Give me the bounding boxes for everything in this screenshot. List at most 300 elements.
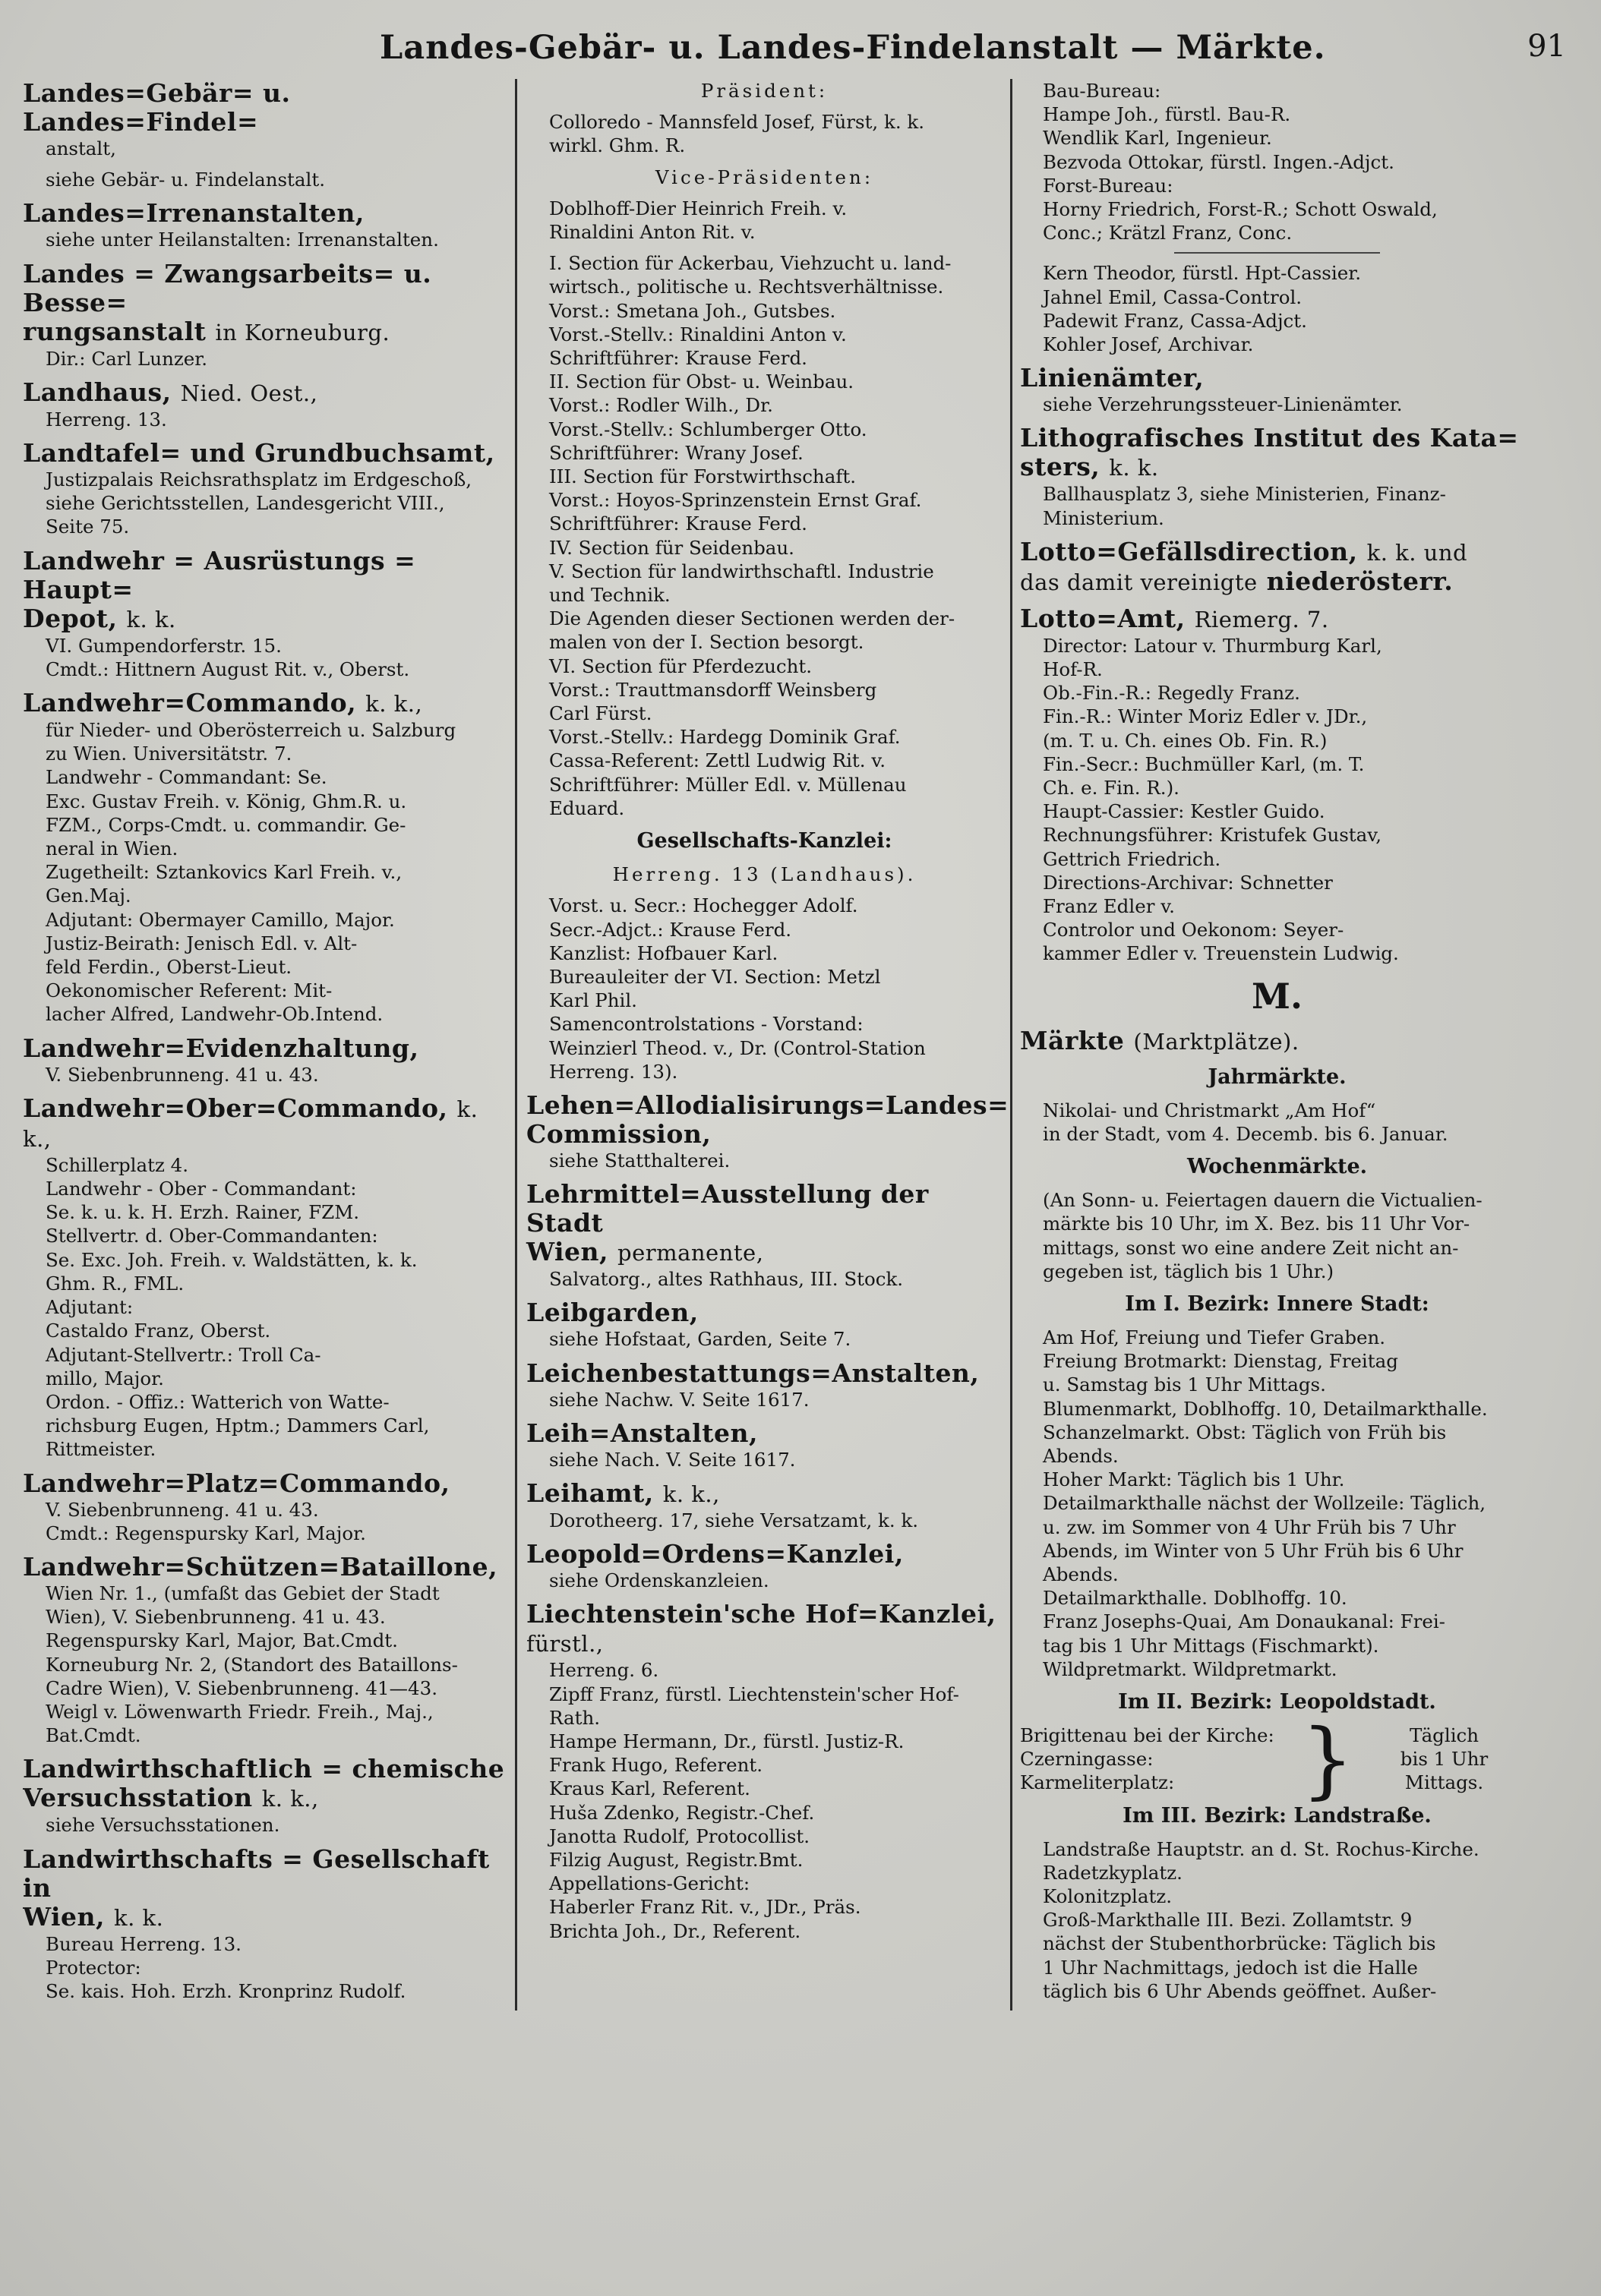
entry-heading-bold: Wien,: [23, 1901, 105, 1932]
entry-line: II. Section für Obst- u. Weinbau.: [549, 371, 854, 393]
entry-line: Doblhoff-Dier Heinrich Freih. v.: [549, 197, 848, 219]
directory-entry: [1020, 1099, 1534, 1146]
entry-heading: [23, 79, 507, 137]
entry-line: Haberler Franz Rit. v., JDr., Präs.: [549, 1896, 861, 1919]
entry-line: millo, Major.: [46, 1367, 164, 1389]
directory-entry: [526, 166, 1003, 189]
entry-heading: [23, 378, 507, 408]
entry-line: Director: Latour v. Thurmburg Karl,: [1043, 634, 1382, 657]
entry-line: Justiz-Beirath: Jenisch Edl. v. Alt-: [46, 932, 358, 954]
entry-line: Radetzkyplatz.: [1043, 1861, 1183, 1884]
directory-entry: [526, 828, 1003, 855]
entry-line: Colloredo - Mannsfeld Josef, Fürst, k. k.: [549, 111, 925, 134]
entry-line: Mittags.: [1404, 1771, 1484, 1794]
entry-line: Ghm. R., FML.: [46, 1272, 185, 1295]
entry-line: Karmeliterplatz:: [1020, 1771, 1175, 1794]
entry-line: (An Sonn- u. Feiertagen dauern die Victualien-: [1043, 1189, 1483, 1212]
entry-heading-plain: das damit vereinigte: [1020, 569, 1258, 595]
entry-line: und Technik.: [549, 584, 671, 607]
entry-line: Fin.-R.: Winter Moriz Edler v. JDr.,: [1043, 705, 1368, 728]
column-3: [1010, 79, 1534, 2011]
entry-line: richsburg Eugen, Hptm.; Dammers Carl,: [46, 1414, 430, 1437]
directory-entry: [526, 197, 1003, 244]
directory-entry: [1020, 79, 1534, 244]
entry-line: bis 1 Uhr: [1400, 1748, 1489, 1771]
directory-entry: [526, 251, 1003, 820]
directory-entry: [23, 199, 507, 251]
columns: [23, 79, 1571, 2011]
entry-line: siehe Verzehrungssteuer-Linienämter.: [1043, 393, 1403, 416]
entry-heading-bold: Landes = Zwangsarbeits= u. Besse=: [23, 258, 432, 317]
directory-entry: [23, 547, 507, 681]
entry-line: Gettrich Friedrich.: [1043, 847, 1221, 870]
entry-line: Detailmarkthalle nächst der Wollzeile: Täglich,: [1043, 1492, 1486, 1515]
entry-line: Se. k. u. k. H. Erzh. Rainer, FZM.: [46, 1201, 360, 1224]
entry-line: Detailmarkthalle. Doblhoffg. 10.: [1043, 1587, 1347, 1610]
entry-line: feld Ferdin., Oberst-Lieut.: [46, 956, 292, 979]
entry-line: Fin.-Secr.: Buchmüller Karl, (m. T.: [1043, 752, 1365, 775]
entry-line: Kohler Josef, Archivar.: [1043, 333, 1254, 356]
entry-heading-bold: Lehen=Allodialisirungs=Landes=: [526, 1090, 1009, 1120]
entry-heading: [23, 1094, 507, 1153]
entry-line: Vorst.-Stellv.: Rinaldini Anton v.: [549, 323, 847, 345]
entry-line: Schriftführer: Krause Ferd.: [549, 347, 807, 370]
entry-heading-bold: Leibgarden,: [526, 1298, 699, 1328]
entry-line: Haupt-Cassier: Kestler Guido.: [1043, 800, 1325, 823]
entry-heading-bold: Landwehr=Ober=Commando,: [23, 1093, 448, 1123]
directory-entry: [1020, 1802, 1534, 1830]
directory-entry: [1020, 538, 1534, 597]
entry-heading-bold: rungsanstalt: [23, 316, 207, 346]
directory-entry: [526, 894, 1003, 1083]
entry-line: Kern Theodor, fürstl. Hpt-Cassier.: [1043, 262, 1362, 285]
directory-entry: [1020, 1326, 1534, 1681]
column-2: [515, 79, 1010, 2011]
entry-line: Ordon. - Offiz.: Watterich von Watte-: [46, 1390, 390, 1413]
directory-entry: [526, 1180, 1003, 1291]
entry-line: Jahnel Emil, Cassa-Control.: [1043, 285, 1303, 308]
entry-line: Adjutant: Obermayer Camillo, Major.: [46, 908, 395, 931]
entry-line: Franz Josephs-Quai, Am Donaukanal: Frei-: [1043, 1610, 1445, 1633]
entry-line: Huša Zdenko, Registr.-Chef.: [549, 1801, 815, 1824]
entry-heading-bold: Lithografisches Institut des Kata=: [1020, 423, 1519, 453]
entry-line: Schanzelmarkt. Obst: Täglich von Früh bis: [1043, 1421, 1447, 1443]
entry-line: Eduard.: [549, 796, 625, 819]
entry-line: Protector:: [46, 1956, 141, 1979]
sub-heading: Wochenmärkte.: [1186, 1155, 1368, 1179]
entry-line: Cadre Wien), V. Siebenbrunneng. 41—43.: [46, 1676, 438, 1699]
entry-heading-bold: Landes=Gebär= u. Landes=Findel=: [23, 79, 291, 137]
entry-line: Conc.; Krätzl Franz, Conc.: [1043, 222, 1293, 244]
directory-entry: [1020, 1837, 1534, 2003]
entry-line: Wien Nr. 1., (umfaßt das Gebiet der Stadt: [46, 1582, 440, 1604]
entry-line: Groß-Markthalle III. Bezi. Zollamtstr. 9: [1043, 1909, 1413, 1932]
entry-heading: [526, 1090, 1009, 1120]
entry-heading: [23, 689, 507, 718]
entry-heading: [526, 1298, 1003, 1327]
entry-line: Directions-Archivar: Schnetter: [1043, 871, 1333, 894]
entry-heading-plain: k. k.,: [365, 691, 423, 718]
entry-heading-bold: Märkte: [1020, 1025, 1125, 1055]
entry-line: Brichta Joh., Dr., Referent.: [549, 1919, 801, 1942]
running-head-title: Landes-Gebär- u. Landes-Findelanstalt — Märkte.: [380, 29, 1326, 67]
directory-entry: [23, 1034, 507, 1086]
entry-line: Täglich: [1409, 1724, 1479, 1746]
entry-line: Se. Exc. Joh. Freih. v. Waldstätten, k. k.: [46, 1248, 418, 1271]
directory-entry: [23, 439, 507, 539]
directory-entry: [526, 1540, 1003, 1592]
entry-heading-bold: Leih=Anstalten,: [526, 1418, 758, 1448]
entry-heading-plain: k. k.: [114, 1904, 164, 1931]
entry-heading-plain: k. k.: [126, 606, 176, 632]
directory-entry: [1020, 1027, 1534, 1056]
entry-line: nächst der Stubenthorbrücke: Täglich bis: [1043, 1932, 1436, 1955]
sub-heading: Gesellschafts-Kanzlei:: [636, 829, 892, 853]
entry-line: neral in Wien.: [46, 837, 178, 860]
directory-entry: [23, 689, 507, 1027]
brace-glyph: }: [1301, 1710, 1354, 1808]
entry-heading: [23, 199, 507, 228]
directory-entry: [526, 1090, 1009, 1172]
entry-heading-plain: Nied. Oest.,: [180, 380, 318, 406]
entry-line: Appellations-Gericht:: [549, 1872, 750, 1895]
directory-entry: [526, 1419, 1003, 1471]
entry-heading: [526, 1540, 1003, 1569]
entry-line: Hoher Markt: Täglich bis 1 Uhr.: [1043, 1468, 1345, 1491]
entry-line: 1 Uhr Nachmittags, jedoch ist die Halle: [1043, 1956, 1418, 1979]
directory-entry: [23, 1845, 507, 2004]
entry-line: Herreng. 13).: [549, 1060, 678, 1083]
entry-heading-plain: k. k.,: [23, 1096, 478, 1152]
entry-line: Vorst.-Stellv.: Hardegg Dominik Graf.: [549, 726, 901, 749]
entry-line: Zugetheilt: Sztankovics Karl Freih. v.,: [46, 861, 403, 884]
entry-line: III. Section für Forstwirthschaft.: [549, 465, 857, 488]
entry-heading: [23, 1755, 507, 1784]
entry-line: Wildpretmarkt. Wildpretmarkt.: [1043, 1657, 1337, 1680]
entry-heading-plain: k. k.: [1109, 455, 1159, 481]
directory-entry: [1020, 364, 1534, 416]
entry-heading-bold: Linienämter,: [1020, 363, 1205, 393]
entry-line: siehe Nachw. V. Seite 1617.: [549, 1388, 810, 1411]
entry-line: kammer Edler v. Treuenstein Ludwig.: [1043, 942, 1399, 965]
entry-line: Salvatorg., altes Rathhaus, III. Stock.: [549, 1268, 904, 1291]
directory-entry: [1020, 1153, 1534, 1181]
directory-entry: [526, 1479, 1003, 1532]
entry-line: Vorst. u. Secr.: Hochegger Adolf.: [549, 894, 858, 917]
entry-line: Weigl v. Löwenwarth Friedr. Freih., Maj.,: [46, 1700, 434, 1723]
entry-line: Landwehr - Commandant: Se.: [46, 766, 327, 789]
entry-line: Justizpalais Reichsrathsplatz im Erdgeschoß,: [46, 468, 472, 491]
entry-line: Ch. e. Fin. R.).: [1043, 777, 1179, 800]
entry-line: Vorst.: Hoyos-Sprinzenstein Ernst Graf.: [549, 489, 922, 512]
entry-line: VI. Section für Pferdezucht.: [549, 654, 813, 677]
entry-line: siehe Statthalterei.: [549, 1149, 731, 1172]
entry-heading-bold: Landwehr=Schützen=Bataillone,: [23, 1551, 498, 1582]
entry-heading-bold: Landes=Irrenanstalten,: [23, 198, 365, 229]
entry-heading-bold: Lotto=Gefällsdirection,: [1020, 536, 1358, 566]
entry-line: Blumenmarkt, Doblhoffg. 10, Detailmarkthalle.: [1043, 1397, 1488, 1420]
entry-line: Horny Friedrich, Forst-R.; Schott Oswald,: [1043, 198, 1438, 221]
directory-entry: [1020, 1710, 1534, 1808]
entry-line: Kraus Karl, Referent.: [549, 1777, 750, 1800]
entry-heading-bold: Wien,: [526, 1237, 608, 1267]
entry-line: IV. Section für Seidenbau.: [549, 536, 794, 559]
entry-heading: [23, 1845, 507, 1903]
letter-heading: M.: [1252, 975, 1303, 1017]
entry-heading: [1020, 538, 1534, 567]
entry-heading-continued: [23, 604, 507, 634]
entry-line: siehe Gebär- u. Findelanstalt.: [46, 169, 325, 191]
entry-line: (m. T. u. Ch. eines Ob. Fin. R.): [1043, 729, 1328, 752]
directory-entry: [526, 79, 1003, 102]
entry-line: Regenspursky Karl, Major, Bat.Cmdt.: [46, 1629, 398, 1652]
entry-line: siehe Nach. V. Seite 1617.: [549, 1448, 796, 1471]
entry-line: lacher Alfred, Landwehr-Ob.Intend.: [46, 1003, 384, 1026]
entry-line: Vorst.: Trauttmansdorff Weinsberg: [549, 678, 877, 701]
entry-line: Secr.-Adjct.: Krause Ferd.: [549, 918, 792, 941]
entry-line: mittags, sonst wo eine andere Zeit nicht an-: [1043, 1236, 1459, 1259]
entry-line: Oekonomischer Referent: Mit-: [46, 979, 333, 1002]
entry-line: Nikolai- und Christmarkt „Am Hof“: [1043, 1099, 1376, 1121]
entry-line: tag bis 1 Uhr Mittags (Fischmarkt).: [1043, 1634, 1379, 1657]
entry-line: Herreng. 13.: [46, 408, 167, 430]
entry-line: Rechnungsführer: Kristufek Gustav,: [1043, 824, 1382, 847]
entry-line: Frank Hugo, Referent.: [549, 1754, 763, 1777]
entry-line: Abends.: [1043, 1563, 1119, 1585]
entry-line: Freiung Brotmarkt: Dienstag, Freitag: [1043, 1350, 1398, 1373]
directory-entry: [526, 1298, 1003, 1351]
entry-line: Dorotheerg. 17, siehe Versatzamt, k. k.: [549, 1509, 919, 1531]
bracketed-group-items: [1020, 1724, 1301, 1795]
entry-line: siehe Gerichtsstellen, Landesgericht VIII.,: [46, 492, 445, 515]
entry-heading: [526, 1600, 1003, 1658]
entry-line: Bau-Bureau:: [1043, 80, 1161, 102]
entry-heading-bold: Landtafel= und Grundbuchsamt,: [23, 438, 495, 468]
entry-line: Samencontrolstations - Vorstand:: [549, 1013, 864, 1036]
entry-line: u. Samstag bis 1 Uhr Mittags.: [1043, 1374, 1326, 1396]
entry-line: Karl Phil.: [549, 989, 637, 1012]
directory-entry: [23, 1094, 507, 1462]
sub-heading: Im II. Bezirk: Leopoldstadt.: [1118, 1689, 1436, 1714]
entry-line: I. Section für Ackerbau, Viehzucht u. land-: [549, 252, 952, 275]
entry-line: Herreng. 6.: [549, 1659, 659, 1682]
entry-heading-plain: k. k.,: [662, 1481, 720, 1507]
entry-heading-continued: [23, 1784, 507, 1813]
divider-rule: [1174, 252, 1380, 254]
entry-line: Rinaldini Anton Rit. v.: [549, 221, 756, 244]
directory-entry: [1020, 252, 1534, 254]
entry-line: Hof-R.: [1043, 658, 1103, 681]
entry-line: in der Stadt, vom 4. Decemb. bis 6. Januar.: [1043, 1122, 1448, 1145]
entry-line: Dir.: Carl Lunzer.: [46, 347, 208, 370]
entry-heading: [23, 439, 507, 468]
entry-heading: [526, 1419, 1003, 1448]
entry-line: Vorst.: Rodler Wilh., Dr.: [549, 394, 773, 417]
entry-heading-bold: Depot,: [23, 603, 118, 633]
entry-line: Schillerplatz 4.: [46, 1153, 189, 1176]
entry-line: Seite 75.: [46, 516, 130, 538]
entry-heading-bold: Leihamt,: [526, 1478, 654, 1508]
entry-line: V. Siebenbrunneng. 41 u. 43.: [46, 1498, 319, 1521]
entry-line: Wendlik Karl, Ingenieur.: [1043, 127, 1272, 150]
entry-line: Schriftführer: Wrany Josef.: [549, 441, 804, 464]
directory-entry: [1020, 1689, 1534, 1716]
bracketed-group: [1020, 1710, 1534, 1808]
entry-heading: [526, 1359, 1003, 1388]
entry-heading: [23, 260, 507, 317]
entry-line: anstalt,: [46, 137, 116, 159]
entry-heading-plain: in Korneuburg.: [215, 319, 390, 345]
entry-line: Rath.: [549, 1706, 601, 1729]
entry-heading: [1020, 424, 1534, 453]
entry-heading: [1020, 604, 1534, 634]
entry-line: FZM., Corps-Cmdt. u. commandir. Ge-: [46, 813, 406, 836]
entry-line: Schriftführer: Krause Ferd.: [549, 512, 807, 535]
directory-entry: [1020, 973, 1534, 1019]
entry-line: Korneuburg Nr. 2, (Standort des Bataillons-: [46, 1653, 458, 1676]
entry-heading-bold: Lotto=Amt,: [1020, 603, 1186, 633]
entry-line: Rittmeister.: [46, 1438, 156, 1461]
entry-heading-bold: Landwehr=Evidenzhaltung,: [23, 1033, 419, 1063]
sub-heading: Jahrmärkte.: [1208, 1064, 1347, 1089]
entry-line: Se. kais. Hoh. Erzh. Kronprinz Rudolf.: [46, 1979, 406, 2002]
directory-entry: [23, 260, 507, 371]
entry-heading: [23, 547, 507, 604]
directory-entry: [1020, 1064, 1534, 1091]
entry-line: Exc. Gustav Freih. v. König, Ghm.R. u.: [46, 790, 407, 812]
entry-line: Vorst.: Smetana Joh., Gutsbes.: [549, 299, 836, 322]
entry-line: gegeben ist, täglich bis 1 Uhr.): [1043, 1260, 1334, 1282]
page-number: 91: [1527, 29, 1566, 64]
entry-heading-bold: niederösterr.: [1266, 566, 1454, 596]
entry-heading-bold: Landwehr=Platz=Commando,: [23, 1468, 450, 1498]
entry-heading-bold: Liechtenstein'sche Hof=Kanzlei,: [526, 1599, 996, 1629]
entry-line: siehe Versuchsstationen.: [46, 1814, 280, 1837]
entry-line: Padewit Franz, Cassa-Adjct.: [1043, 309, 1307, 332]
entry-heading: [1020, 1027, 1534, 1056]
entry-heading-bold: Landwirthschaftlich = chemische: [23, 1754, 505, 1784]
entry-heading: [23, 1034, 507, 1063]
directory-entry: [1020, 424, 1534, 529]
entry-heading-continued: [1020, 567, 1534, 597]
entry-line: Gen.Maj.: [46, 885, 131, 907]
entry-heading-plain: k. k. und: [1366, 539, 1468, 566]
sub-heading: Im I. Bezirk: Innere Stadt:: [1125, 1292, 1429, 1316]
entry-heading: [526, 1479, 1003, 1509]
directory-entry: [23, 1469, 507, 1545]
entry-heading-bold: Leopold=Ordens=Kanzlei,: [526, 1539, 904, 1569]
entry-line: Kolonitzplatz.: [1043, 1884, 1173, 1907]
entry-line: Weinzierl Theod. v., Dr. (Control-Station: [549, 1036, 926, 1059]
entry-line: Abends.: [1043, 1444, 1119, 1467]
directory-entry: [23, 79, 507, 160]
entry-heading-continued: [526, 1120, 1003, 1149]
entry-line: Castaldo Franz, Oberst.: [46, 1320, 271, 1342]
entry-line: Kanzlist: Hofbauer Karl.: [549, 941, 778, 964]
entry-line: siehe unter Heilanstalten: Irrenanstalten.: [46, 229, 439, 251]
entry-line: Hampe Joh., fürstl. Bau-R.: [1043, 103, 1291, 126]
entry-line: Wien), V. Siebenbrunneng. 41 u. 43.: [46, 1606, 386, 1629]
entry-heading: [23, 1553, 507, 1582]
entry-line: Carl Fürst.: [549, 702, 652, 725]
entry-line: Abends, im Winter von 5 Uhr Früh bis 6 Uhr: [1043, 1539, 1464, 1562]
entry-line: täglich bis 6 Uhr Abends geöffnet. Außer-: [1043, 1979, 1437, 2002]
entry-line: Brigittenau bei der Kirche:: [1020, 1724, 1274, 1746]
entry-heading-continued: [23, 317, 507, 347]
entry-line: Janotta Rudolf, Protocollist.: [549, 1824, 810, 1847]
directory-entry: [1020, 1291, 1534, 1318]
directory-entry: [526, 110, 1003, 157]
directory-entry: [23, 1755, 507, 1837]
entry-line: für Nieder- und Oberösterreich u. Salzburg: [46, 719, 456, 742]
entry-heading-continued: [23, 1903, 507, 1932]
entry-line: Stellvertr. d. Ober-Commandanten:: [46, 1225, 378, 1247]
entry-heading: [526, 1180, 1003, 1238]
entry-line: wirtsch., politische u. Rechtsverhältnisse.: [549, 276, 944, 298]
entry-line: VI. Gumpendorferstr. 15.: [46, 634, 282, 657]
section-label: Vice-Präsidenten:: [655, 166, 874, 188]
entry-line: Zipff Franz, fürstl. Liechtenstein'scher Hof-: [549, 1683, 959, 1705]
entry-line: V. Section für landwirthschaftl. Industrie: [549, 560, 934, 582]
directory-entry: [23, 378, 507, 431]
entry-line: Bezvoda Ottokar, fürstl. Ingen.-Adjct.: [1043, 150, 1394, 173]
directory-entry: [526, 1359, 1003, 1411]
entry-line: Am Hof, Freiung und Tiefer Graben.: [1043, 1326, 1386, 1348]
directory-entry: [23, 1553, 507, 1747]
entry-heading-continued: [526, 1238, 1003, 1267]
entry-line: Hampe Hermann, Dr., fürstl. Justiz-R.: [549, 1730, 905, 1752]
entry-line: Franz Edler v.: [1043, 895, 1175, 918]
directory-entry: [526, 863, 1003, 886]
entry-line: V. Siebenbrunneng. 41 u. 43.: [46, 1063, 319, 1086]
entry-line: Die Agenden dieser Sectionen werden der-: [549, 607, 955, 630]
entry-line: Schriftführer: Müller Edl. v. Müllenau: [549, 773, 907, 796]
entry-heading-bold: Landwirthschafts = Gesellschaft in: [23, 1843, 490, 1903]
entry-heading-bold: sters,: [1020, 452, 1100, 482]
entry-line: Cassa-Referent: Zettl Ludwig Rit. v.: [549, 749, 886, 772]
entry-heading-continued: [1020, 453, 1534, 482]
entry-line: Cmdt.: Hittnern August Rit. v., Oberst.: [46, 658, 410, 680]
entry-heading-plain: fürstl.,: [526, 1631, 604, 1657]
column-1: [23, 79, 515, 2011]
entry-line: Ballhausplatz 3, siehe Ministerien, Finanz-: [1043, 483, 1446, 506]
entry-line: Filzig August, Registr.Bmt.: [549, 1848, 804, 1871]
entry-heading-plain: k. k.,: [261, 1786, 319, 1812]
directory-entry: [1020, 604, 1534, 966]
entry-line: siehe Ordenskanzleien.: [549, 1569, 769, 1592]
entry-line: malen von der I. Section besorgt.: [549, 631, 864, 654]
entry-heading-bold: Versuchsstation: [23, 1783, 253, 1813]
directory-entry: [23, 168, 507, 191]
entry-line: siehe Hofstaat, Garden, Seite 7.: [549, 1328, 851, 1351]
sub-heading: Im III. Bezirk: Landstraße.: [1123, 1803, 1432, 1828]
section-label: Herreng. 13 (Landhaus).: [612, 863, 917, 886]
bracketed-group-note: [1354, 1724, 1534, 1795]
entry-heading-plain: permanente,: [617, 1240, 764, 1266]
entry-heading: [1020, 364, 1534, 393]
directory-entry: [526, 1600, 1003, 1942]
entry-heading: [23, 1469, 507, 1498]
directory-entry: [1020, 261, 1534, 356]
section-label: Präsident:: [700, 80, 829, 102]
entry-line: Forst-Bureau:: [1043, 174, 1173, 197]
entry-line: Bat.Cmdt.: [46, 1724, 141, 1747]
entry-heading-bold: Commission,: [526, 1118, 712, 1149]
entry-heading-bold: Landhaus,: [23, 377, 172, 407]
entry-line: Landwehr - Ober - Commandant:: [46, 1178, 357, 1200]
entry-line: Controlor und Oekonom: Seyer-: [1043, 919, 1344, 941]
running-head: [23, 29, 1571, 76]
